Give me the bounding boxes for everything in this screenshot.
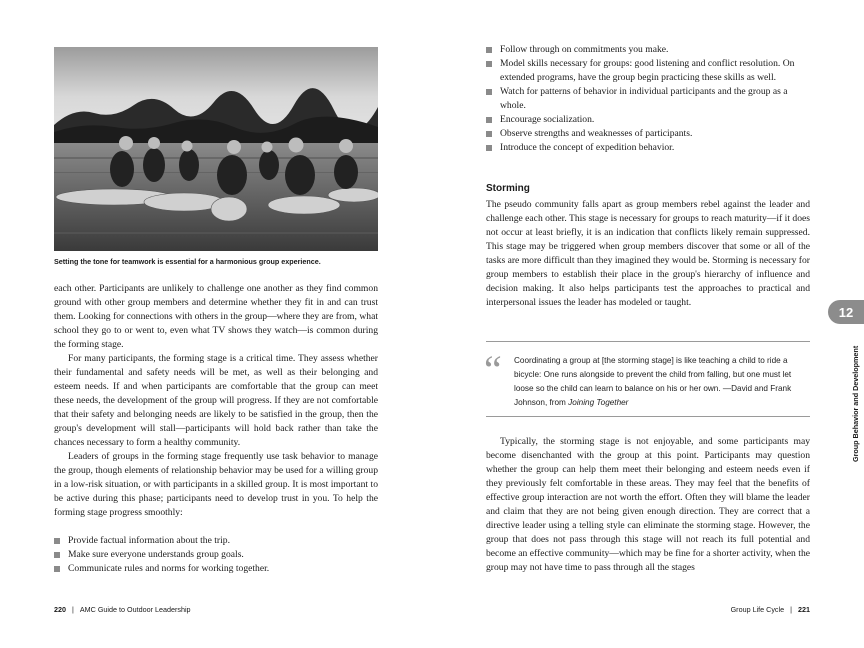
photo-caption: Setting the tone for teamwork is essential for a harmonious group experience.	[54, 257, 321, 266]
paragraph: For many participants, the forming stage is a critical time. They assess whether their fundamental and safety needs will be met, as well as their belonging and esteem needs. If and when participants are comfortable that the group can meet these needs, the development of the group will progress. If they are not comfortable that their safety and belonging needs are likely to be satisfied in the group, then the group's development will stall—participants will hold back rather than take the chances necessary to form a healthy community.	[54, 353, 378, 448]
list-item: Observe strengths and weaknesses of participants.	[486, 127, 810, 141]
left-footer: 220 | AMC Guide to Outdoor Leadership	[54, 605, 191, 614]
list-item: Introduce the concept of expedition behavior.	[486, 141, 810, 155]
page-number: 220	[54, 605, 66, 614]
quote-source: Joining Together	[568, 398, 629, 407]
section-heading: Storming	[486, 183, 530, 194]
pull-quote	[486, 354, 810, 410]
bullet-square-icon	[486, 131, 492, 137]
right-bullet-list	[486, 43, 810, 155]
quote-mark-icon: “	[484, 347, 502, 392]
page-number: 221	[798, 605, 810, 614]
left-body-text	[54, 282, 378, 520]
paragraph: Leaders of groups in the forming stage frequently use task behavior to manage the group, though elements of relationship behavior may be used for a willing group in a low-risk situation, or with participants in a skilled group. It is most important to be active during this phase; participants need to develop trust in you. To help the forming stage progress smoothly:	[54, 451, 378, 518]
list-item: Watch for patterns of behavior in individual participants and the group as a whole.	[486, 85, 810, 113]
bullet-square-icon	[486, 117, 492, 123]
list-item: Communicate rules and norms for working together.	[54, 562, 378, 576]
left-bullet-list	[54, 534, 378, 576]
quote-rule-bottom	[486, 416, 810, 417]
kayak-group-photo	[54, 47, 378, 251]
list-item: Make sure everyone understands group goals.	[54, 548, 378, 562]
list-item: Encourage socialization.	[486, 113, 810, 127]
book-title: AMC Guide to Outdoor Leadership	[79, 605, 191, 614]
chapter-side-label: Group Behavior and Development	[851, 345, 860, 462]
photo-illustration	[54, 47, 378, 251]
paragraph: Typically, the storming stage is not enjoyable, and some participants may become disenchanted with the group at this point. Participants may question whether the group can help them meet their belonging and esteem needs even if they previously felt comfortable in these areas. They may feel that the benefits of effective group interaction are not worth the effort. Often they will blame the leader and claim that they are not being given enough direction. They are correct that a directive leader using a telling style can eliminate the storming stage. However, the group that does not pass through this stage will not reach its full potential and become an effective community—which may be fine for a shorter activity, when the group may not have time to pass through all the stages	[486, 436, 810, 573]
list-item: Follow through on commitments you make.	[486, 43, 810, 57]
bullet-square-icon	[54, 566, 60, 572]
bullet-square-icon	[486, 61, 492, 67]
quote-rule-top	[486, 341, 810, 342]
paragraph: each other. Participants are unlikely to challenge one another as they find common ground with other group members and determine whether they fit in and can trust them. Looking for connections with others in the group—where they are from, what school they go to or went to, even what TV shows they watch—is common during the forming stage.	[54, 283, 378, 350]
chapter-tab: 12	[828, 300, 864, 324]
section-title: Group Life Cycle	[730, 605, 785, 614]
pull-quote-text: Coordinating a group at [the storming stage] is like teaching a child to ride a bicycle: One runs alongside to prevent the child from falling, but one must let loose so the child can learn to balance on his or her own. —David and Frank Johnson, from Joining Together	[514, 356, 792, 407]
list-item: Provide factual information about the trip.	[54, 534, 378, 548]
list-item: Model skills necessary for groups: good listening and conflict resolution. On extended programs, have the group begin practicing these skills as well.	[486, 57, 810, 85]
right-body-text	[486, 435, 810, 575]
bullet-square-icon	[486, 145, 492, 151]
paragraph: The pseudo community falls apart as group members rebel against the leader and challenge each other. This stage is necessary for groups to reach maturity—if it does not occur at least briefly, it is an indication that conflicts likely remain suppressed. This stage may be triggered when group members discover that some or all of the tasks are more difficult than they imagined they would be. Storming is necessary for group members to establish their place in the group's hierarchy of influence and decision making. It also helps participants test the approaches to practical and interpersonal issues the leader has modeled or taught.	[486, 199, 810, 308]
bullet-square-icon	[54, 538, 60, 544]
bullet-square-icon	[54, 552, 60, 558]
bullet-square-icon	[486, 89, 492, 95]
right-footer: Group Life Cycle | 221	[730, 605, 810, 614]
bullet-square-icon	[486, 47, 492, 53]
storming-text	[486, 198, 810, 310]
